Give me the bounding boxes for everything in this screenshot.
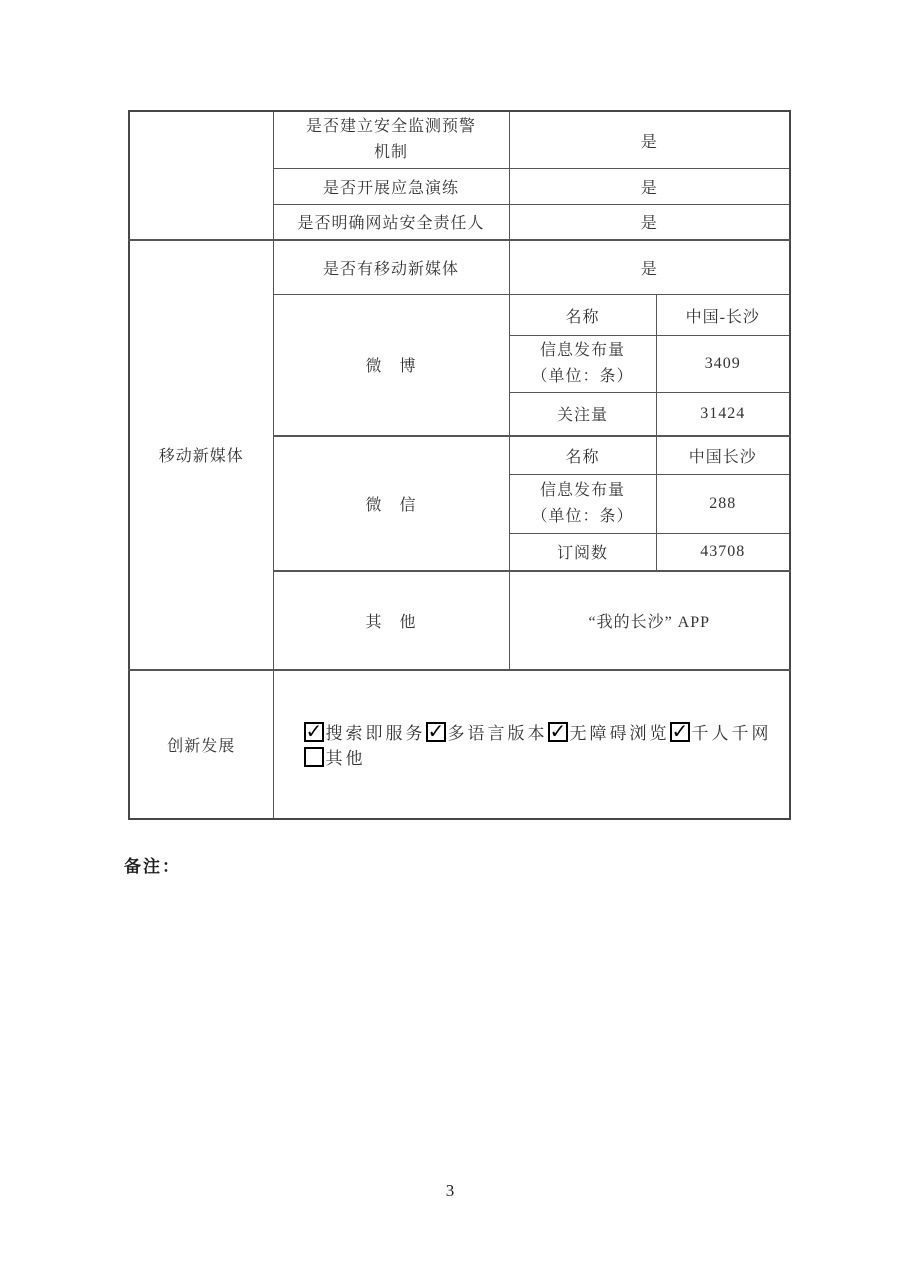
wechat-subscribers-label: 订阅数 <box>509 534 656 571</box>
checkbox-unchecked-icon[interactable] <box>304 747 324 767</box>
security-question-line2: 机制 <box>373 144 408 161</box>
option-label: 千人千网 <box>691 724 772 743</box>
weibo-followers-value: 31424 <box>656 393 790 436</box>
other-media-label: 其 他 <box>273 571 509 670</box>
innovation-options-cell <box>273 670 790 819</box>
weibo-posts-value: 3409 <box>656 336 790 393</box>
page-number: 3 <box>445 1181 455 1200</box>
security-question-drill: 是否开展应急演练 <box>273 169 509 205</box>
weibo-posts-label-line1: 信息发布量 <box>539 342 625 359</box>
security-question-monitoring <box>273 111 509 169</box>
weibo-followers-label: 关注量 <box>509 393 656 436</box>
option-other <box>304 749 366 768</box>
security-answer-responsible: 是 <box>509 205 790 240</box>
wechat-name-value: 中国长沙 <box>656 436 790 475</box>
security-answer-monitoring: 是 <box>509 111 790 169</box>
checkbox-checked-icon[interactable] <box>426 722 446 742</box>
option-search-service <box>304 724 426 743</box>
weibo-posts-label <box>509 336 656 393</box>
weibo-name-value: 中国-长沙 <box>656 295 790 336</box>
security-question-responsible: 是否明确网站安全责任人 <box>273 205 509 240</box>
wechat-posts-label-line2: （单位：条） <box>531 508 634 525</box>
option-label: 其他 <box>325 749 366 768</box>
other-media-value: “我的长沙” APP <box>509 571 790 670</box>
section-label-mobile-media: 移动新媒体 <box>129 240 273 670</box>
wechat-subscribers-value: 43708 <box>656 534 790 571</box>
option-multilingual <box>426 724 548 743</box>
wechat-posts-label-line1: 信息发布量 <box>539 482 625 499</box>
wechat-name-label: 名称 <box>509 436 656 475</box>
section-label-innovation: 创新发展 <box>129 670 273 819</box>
option-label: 搜索即服务 <box>325 724 426 743</box>
wechat-posts-label <box>509 475 656 534</box>
section-label-empty <box>129 111 273 240</box>
security-answer-drill: 是 <box>509 169 790 205</box>
option-accessibility <box>548 724 670 743</box>
option-label: 无障碍浏览 <box>569 724 670 743</box>
checkbox-checked-icon[interactable] <box>670 722 690 742</box>
wechat-group-label: 微 信 <box>273 436 509 571</box>
weibo-group-label: 微 博 <box>273 295 509 436</box>
wechat-posts-value: 288 <box>656 475 790 534</box>
mobile-answer-has-media: 是 <box>509 240 790 295</box>
mobile-question-has-media: 是否有移动新媒体 <box>273 240 509 295</box>
option-label: 多语言版本 <box>447 724 548 743</box>
checkbox-checked-icon[interactable] <box>304 722 324 742</box>
option-personalized <box>670 724 772 743</box>
notes-label: 备注： <box>124 857 181 876</box>
report-table <box>128 110 791 820</box>
weibo-posts-label-line2: （单位：条） <box>531 368 634 385</box>
security-question-line1: 是否建立安全监测预警 <box>305 118 476 135</box>
checkbox-checked-icon[interactable] <box>548 722 568 742</box>
weibo-name-label: 名称 <box>509 295 656 336</box>
